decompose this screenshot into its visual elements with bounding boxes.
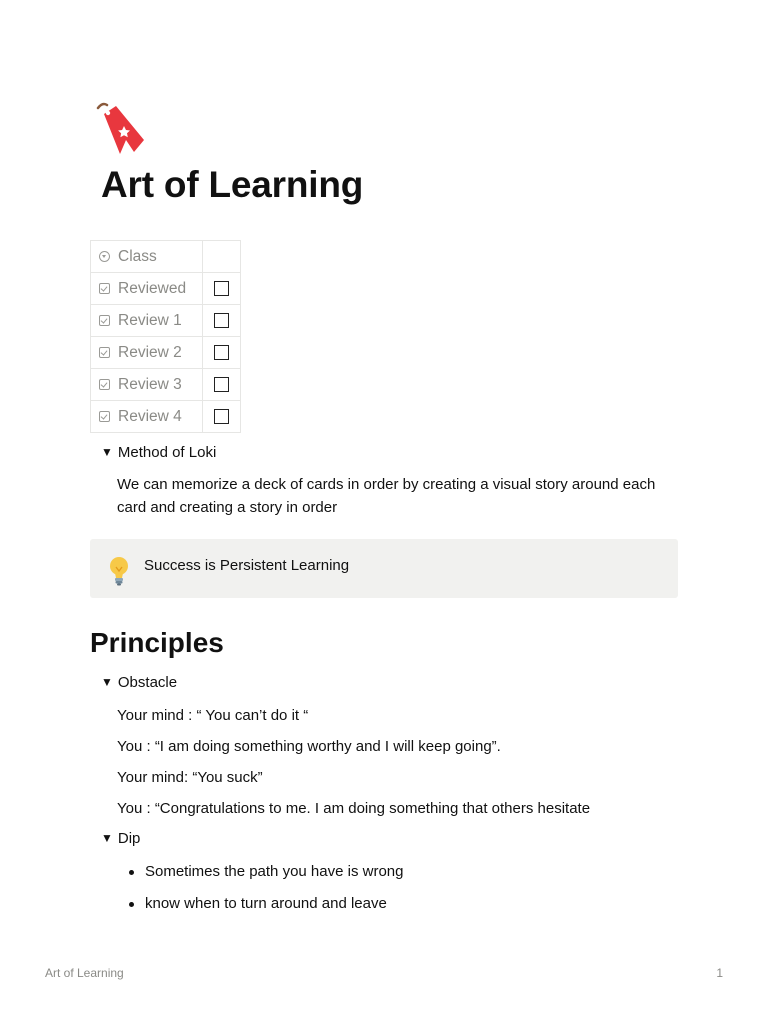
property-label: Review 2 [118,343,182,361]
property-value-class[interactable] [203,241,241,273]
callout [90,539,678,598]
property-name-cell[interactable] [91,241,203,273]
checkbox-property-icon [99,347,110,358]
property-label: Review 1 [118,311,182,329]
property-name-cell[interactable] [91,401,203,433]
toggle-method-of-loki[interactable] [101,444,216,461]
checkbox-property-icon [99,411,110,422]
toggle-label: Obstacle [117,674,178,691]
checkbox-property-icon [99,315,110,326]
property-row-reviewed [91,273,241,305]
review-4-checkbox[interactable] [214,409,229,424]
property-row-review-4 [91,401,241,433]
property-label: Review 3 [118,375,182,393]
review-3-checkbox[interactable] [214,377,229,392]
text-line: We can memorize a deck of cards in order by creating a visual story around each [117,476,656,493]
obstacle-line: Your mind: “You suck” [117,769,263,786]
list-item: know when to turn around and leave [127,893,403,925]
properties-table [90,240,241,433]
text-line: card and creating a story in order [117,499,338,516]
toggle-obstacle[interactable] [101,674,177,691]
toggle-dip[interactable] [101,830,140,847]
principles-heading: Principles [90,627,224,658]
list-item: Sometimes the path you have is wrong [127,861,403,893]
toggle-triangle-icon[interactable]: ▼ [101,445,113,459]
property-row-review-3 [91,369,241,401]
lightbulb-icon [106,555,132,587]
toggle-triangle-icon[interactable]: ▼ [101,831,113,845]
property-name-cell[interactable] [91,305,203,337]
review-2-checkbox[interactable] [214,345,229,360]
bookmark-icon [92,100,146,154]
property-name-cell[interactable] [91,273,203,305]
obstacle-line: You : “Congratulations to me. I am doing something that others hesitate [117,800,591,817]
property-name-cell[interactable] [91,337,203,369]
property-label: Reviewed [118,279,187,297]
checkbox-property-icon [99,379,110,390]
property-row-review-2 [91,337,241,369]
property-row-review-1 [91,305,241,337]
select-icon [99,251,110,262]
reviewed-checkbox[interactable] [214,281,229,296]
toggle-body-text [117,473,655,519]
toggle-triangle-icon[interactable]: ▼ [101,675,113,689]
dip-bullet-list [127,861,403,925]
page-number: 1 [716,966,723,980]
property-name-cell[interactable] [91,369,203,401]
page-title: Art of Learning [101,164,364,205]
property-row-class [91,241,241,273]
obstacle-line: Your mind : “ You can’t do it “ [117,707,309,724]
review-1-checkbox[interactable] [214,313,229,328]
callout-text: Success is Persistent Learning [144,557,350,574]
obstacle-line: You : “I am doing something worthy and I will keep going”. [117,738,501,755]
footer-title: Art of Learning [45,966,124,980]
property-label: Review 4 [118,407,182,425]
property-label: Class [118,247,157,265]
toggle-label: Method of Loki [117,444,217,461]
toggle-label: Dip [117,830,141,847]
checkbox-property-icon [99,283,110,294]
